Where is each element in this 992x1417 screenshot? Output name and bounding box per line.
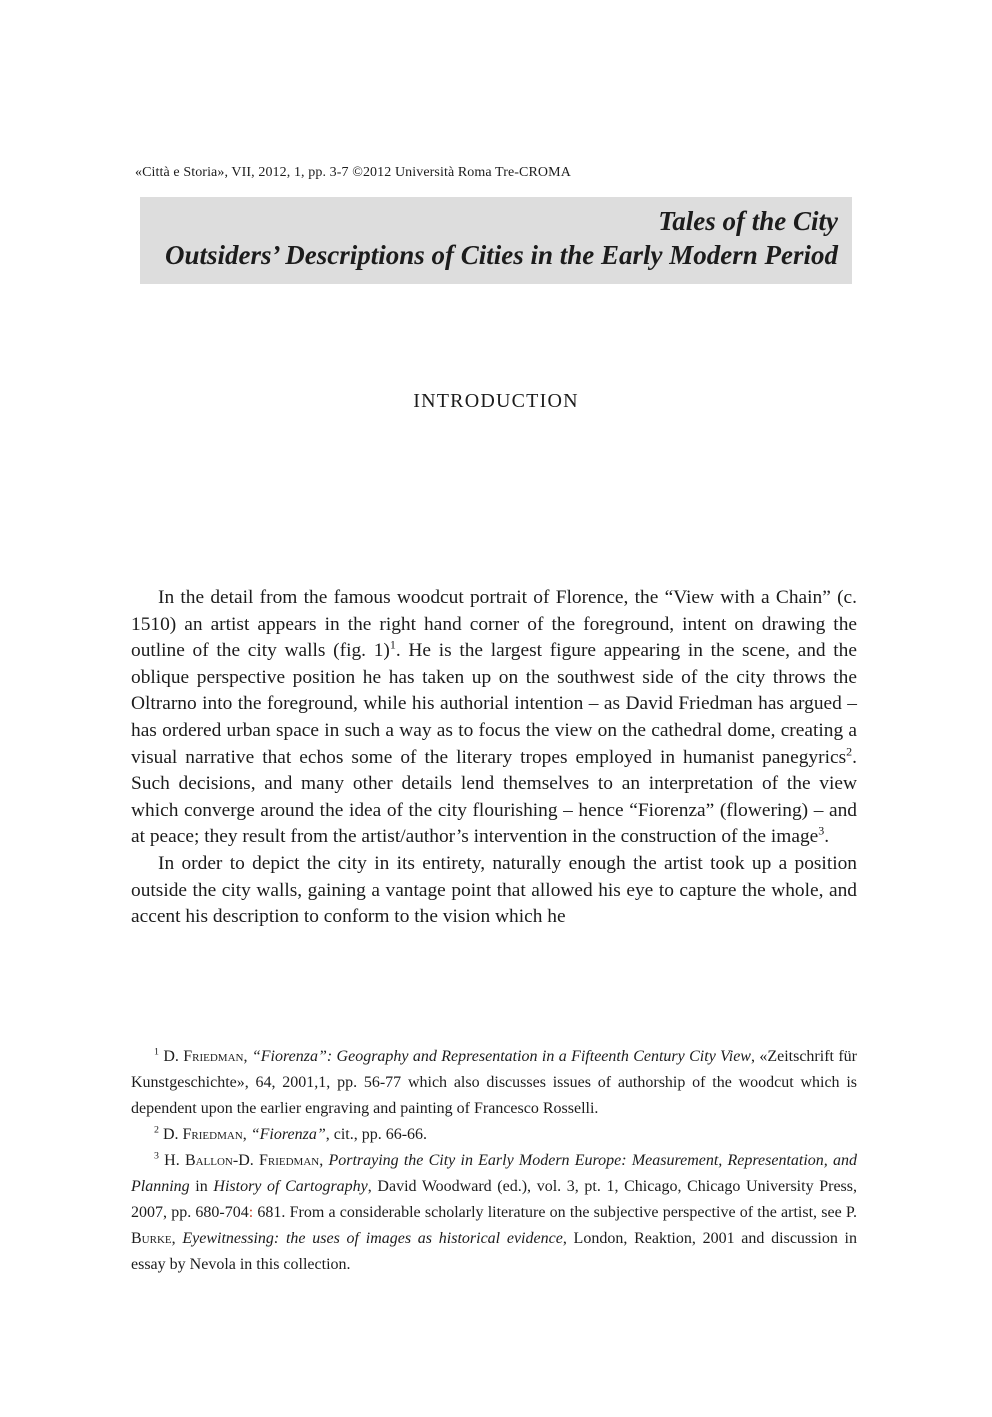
body-paragraph-2: In order to depict the city in its entirety, naturally enough the artist took up a position outside the city walls, gaining a vantage point that allowed his eye to capture the whole, and accent his description to conform to the vision which he: [131, 852, 857, 928]
article-body: [131, 585, 857, 931]
article-title-line2: Outsiders’ Descriptions of Cities in the Early Modern Period: [164, 240, 838, 270]
section-heading-introduction: INTRODUCTION: [413, 390, 579, 412]
footnote-3: $^3$ H. Ballon-D. Friedman, Portraying the City in Early Modern Europe: Measurement, Representation, and Planning in History of Cartography, David Woodward (ed.), vol. 3, pt. 1, Chicago, Chicago University Press, 2007, pp. 680-704: 681. From a considerable scholarly literature on the subjective perspective of the artist, see P. Burke, Eyewitnessing: the uses of images as historical evidence, London, Reaktion, 2001 and discussion in essay by Nevola in this collection.: [131, 1150, 858, 1273]
body-paragraph-1: In the detail from the famous woodcut portrait of Florence, the “View with a Chain” (c. 1510) an artist appears in the right hand corner of the foreground, intent on drawing the outline of the city walls (fig. 1)$^1$. He is the largest figure appearing in the scene, and the oblique perspective position he has taken up on the southwest side of the city throws the Oltrarno into the foreground, while his authorial intention – as David Friedman has argued – has ordered urban space in such a way as to focus the view on the cathedral dome, creating a visual narrative that echos some of the literary tropes employed in humanist panegyrics$^2$. Such decisions, and many other details lend themselves to an interpretation of the view which converge around the idea of the city flourishing – hence “Fiorenza” (flowering) – and at peace; they result from the artist/author’s intervention in the construction of the image$^3$.: [131, 587, 857, 848]
article-title-line1: Tales of the City: [658, 206, 838, 236]
footnotes-block: [131, 1044, 857, 1278]
title-banner: [140, 197, 852, 284]
journal-citation-line: «Città e Storia», VII, 2012, 1, pp. 3-7 ©2012 Università Roma Tre-CROMA: [135, 165, 571, 180]
footnote-2: $^2$ D. Friedman, “Fiorenza”, cit., pp. 66-66.: [154, 1124, 428, 1143]
footnote-1: $^1$ D. Friedman, “Fiorenza”: Geography and Representation in a Fifteenth Century City View, «Zeitschrift für Kunstgeschichte», 64, 2001,1, pp. 56-77 which also discusses issues of authorship of the woodcut which is dependent upon the earlier engraving and painting of Francesco Rosselli.: [131, 1046, 858, 1117]
